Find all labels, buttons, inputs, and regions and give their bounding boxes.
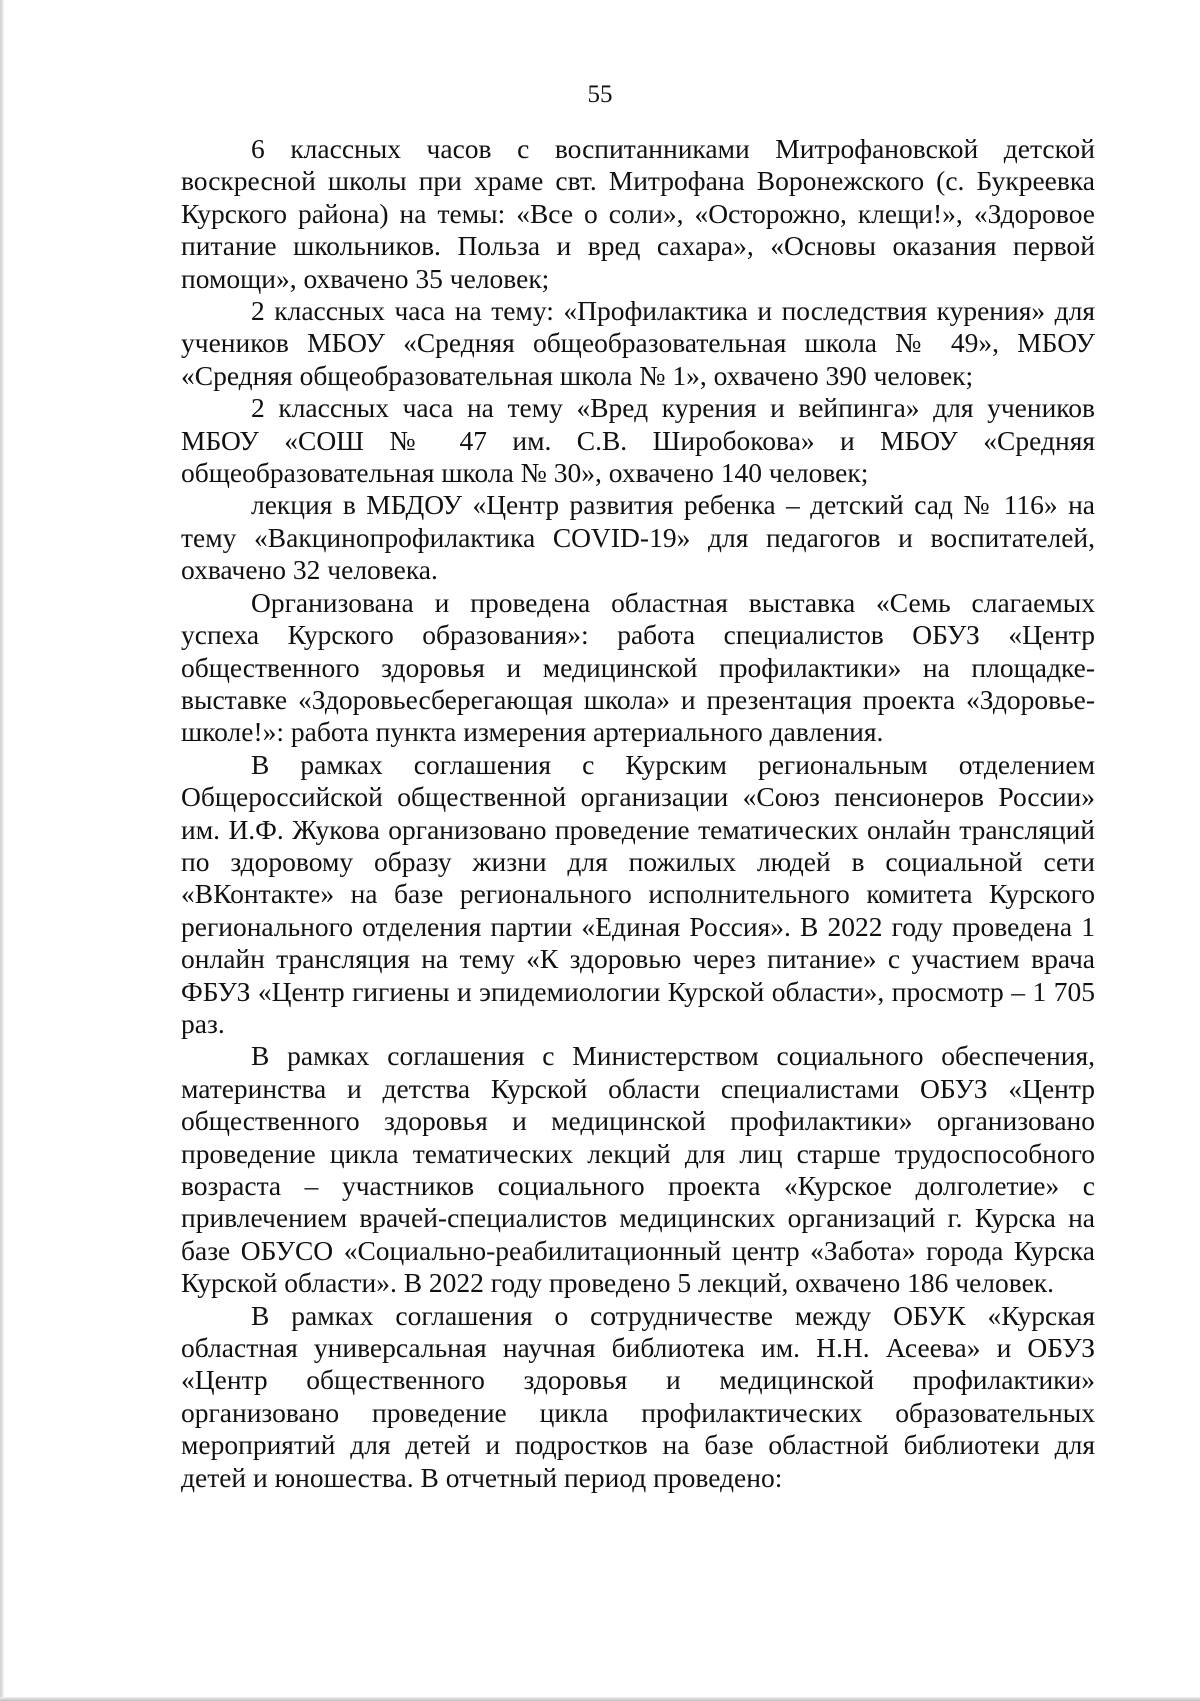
paragraph-sunday-school-classes: 6 классных часов с воспитанниками Митрофановской детской воскресной школы при храме свт. Митрофана Воронежского (с. Букреевка Курского района) на темы: «Все о соли», «Осторожно, клещи!», «Здоровое питание школьников. Польза и вред сахара», «Основы оказания первой помощи», охвачено 35 человек; — [181, 133, 1095, 294]
page-number: 55 — [587, 81, 613, 108]
paragraph-regional-exhibition: Организована и проведена областная выставка «Семь слагаемых успеха Курского образования»: работа специалистов ОБУЗ «Центр общественного здоровья и медицинской профилактики» на площадке-выставке «Здоровьесберегающая школа» и презентация проекта «Здоровье-школе!»: работа пункта измерения артериального давления. — [181, 586, 1095, 748]
paragraph-smoking-classes-schools-49-1: 2 классных часа на тему: «Профилактика и последствия курения» для учеников МБОУ «Средняя общеобразовательная школа № 49», МБОУ «Средняя общеобразовательная школа № 1», охвачено 390 человек; — [181, 295, 1095, 391]
paragraph-social-ministry-lectures: В рамках соглашения с Министерством социального обеспечения, материнства и детства Курской области специалистами ОБУЗ «Центр общественного здоровья и медицинской профилактики» организовано проведение цикла тематических лекций для лиц старше трудоспособного возраста – участников социального проекта «Курское долголетие» с привлечением врачей-специалистов медицинских организаций г. Курска на базе ОБУСО «Социально-реабилитационный центр «Забота» города Курска Курской области». В 2022 году проведено 5 лекций, охвачено 186 человек. — [181, 1040, 1095, 1299]
page-left-edge — [0, 0, 4, 1701]
paragraph-library-cooperation: В рамках соглашения о сотрудничестве между ОБУК «Курская областная универсальная научная библиотека им. Н.Н. Асеева» и ОБУЗ «Центр общественного здоровья и медицинской профилактики» организовано проведение цикла профилактических образовательных мероприятий для детей и подростков на базе областной библиотеки для детей и юношества. В отчетный период проведено: — [181, 1299, 1095, 1493]
paragraph-vaping-classes-schools-47-30: 2 классных часа на тему «Вред курения и вейпинга» для учеников МБОУ «СОШ № 47 им. С.В. Широбокова» и МБОУ «Средняя общеобразовательная школа № 30», охвачено 140 человек; — [181, 392, 1095, 489]
paragraph-pensioners-union-broadcasts: В рамках соглашения с Курским региональным отделением Общероссийской общественной организации «Союз пенсионеров России» им. И.Ф. Жукова организовано проведение тематических онлайн трансляций по здоровому образу жизни для пожилых людей в социальной сети «ВКонтакте» на базе регионального исполнительного комитета Курского регионального отделения партии «Единая Россия». В 2022 году проведена 1 онлайн трансляция на тему «К здоровью через питание» с участием врача ФБУЗ «Центр гигиены и эпидемиологии Курской области», просмотр – 1 705 раз. — [181, 748, 1095, 1039]
document-body — [181, 133, 1095, 1494]
page-bottom-edge — [0, 1697, 1200, 1701]
paragraph-covid-lecture-kindergarten: лекция в МБДОУ «Центр развития ребенка – детский сад № 116» на тему «Вакцинопрофилактика COVID-19» для педагогов и воспитателей, охвачено 32 человека. — [181, 489, 1095, 586]
